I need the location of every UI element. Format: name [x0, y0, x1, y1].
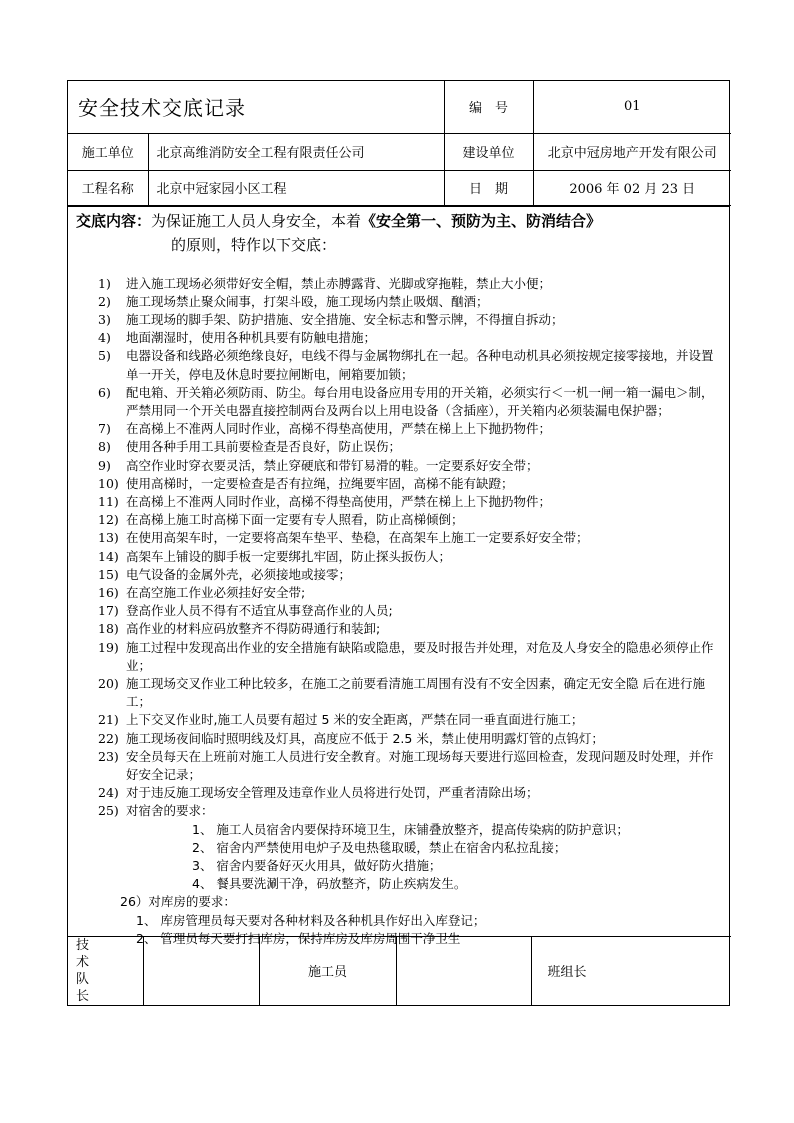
list-item-number: 9) — [98, 457, 111, 473]
list-item-number: 20) — [98, 675, 119, 691]
content-label: 交底内容： — [76, 211, 152, 230]
list-item-text: 高空作业时穿衣要灵活，禁止穿硬底和带钉易滑的鞋。一定要系好安全带； — [126, 457, 539, 473]
list-item-text: 对宿舍的要求： — [126, 803, 214, 819]
team-leader-label: 班组长 — [531, 936, 731, 1005]
list-item-text: 使用高梯时，一定要检查是否有拉绳，拉绳要牢固，高梯不能有缺蹬； — [126, 475, 514, 491]
builder-unit-label: 建设单位 — [444, 133, 533, 170]
date-value: 2006 年 02 月 23 日 — [533, 170, 731, 205]
safety-briefing-form — [67, 80, 730, 1006]
list-item-text: 在高梯上不准两人同时作业，高梯不得垫高使用，严禁在梯上上下抛扔物件； — [126, 493, 552, 509]
list-item-text: 电气设备的金属外壳，必须接地或接零； — [126, 566, 352, 582]
list-item-number: 14) — [98, 548, 119, 564]
briefing-content — [68, 206, 729, 946]
list-item — [68, 311, 731, 329]
list-item — [68, 784, 731, 802]
project-value: 北京中冠家园小区工程 — [148, 170, 444, 205]
list-item-text: 配电箱、开关箱必须防雨、防尘。每台用电设备应用专用的开关箱，必须实行＜一机一闸一箱一漏电＞制，严禁用同一个开关电器直接控制两台及两台以上用电设备（含插座），开关箱内必须装漏电保护器； — [126, 384, 714, 418]
list-item-number: 7) — [98, 421, 111, 437]
list-item — [68, 584, 731, 602]
list-item-number: 25) — [98, 803, 119, 819]
list-item — [68, 493, 731, 511]
list-item-number: 4) — [98, 330, 111, 346]
number-label: 编 号 — [444, 81, 533, 133]
list-item-text: 安全员每天在上班前对施工人员进行安全教育。对施工现场每天要进行巡回检查，发现问题及时处理，并作好安全记录； — [126, 748, 714, 782]
list-item-text: 在高空施工作业必须挂好安全带; — [126, 584, 306, 600]
list-item — [68, 602, 731, 620]
list-item-text: 施工现场禁止聚众闹事，打架斗殴，施工现场内禁止吸烟、酗酒； — [126, 293, 489, 309]
tech-lead-line2: 队 长 — [76, 971, 106, 1004]
list-item-text: 施工现场夜间临时照明线及灯具，高度应不低于 2.5 米，禁止使用明露灯管的点钨灯； — [126, 730, 604, 746]
intro-paragraph — [76, 209, 726, 257]
tech-lead-line1: 技 术 — [76, 937, 106, 970]
warehouse-rule: 1、 库房管理员每天要对各种材料及各种机具作好出入库登记； — [136, 912, 486, 928]
list-item-text: 在高梯上不准两人同时作业，高梯不得垫高使用，严禁在梯上上下抛扔物件； — [126, 421, 552, 437]
list-item — [68, 548, 731, 566]
list-item-number: 16) — [98, 584, 119, 600]
list-item — [68, 802, 731, 820]
list-item-number: 5) — [98, 348, 111, 364]
list-item-number: 11) — [98, 493, 119, 509]
list-item — [68, 711, 731, 729]
list-item-text: 对于违反施工现场安全管理及违章作业人员将进行处罚，严重者清除出场； — [126, 785, 539, 801]
list-item-text: 在使用高架车时，一定要将高架车垫平、垫稳，在高架车上施工一定要系好安全带； — [126, 530, 589, 546]
document-title: 安全技术交底记录 — [68, 81, 444, 133]
list-item-text: 施工现场交叉作业工种比较多，在施工之前要看清施工周围有没有不安全因素，确定无安全隐 后在进行施工； — [126, 675, 705, 710]
list-item-text: 进入施工现场必须带好安全帽，禁止赤膊露背、光脚或穿拖鞋，禁止大小便； — [126, 275, 552, 291]
list-item-text: 施工现场的脚手架、防护措施、安全措施、安全标志和警示牌，不得擅自拆动； — [126, 311, 564, 327]
list-item-number: 22) — [98, 730, 119, 746]
list-item-number: 21) — [98, 712, 119, 728]
list-item — [68, 639, 731, 675]
intro-suffix: 的原则，特作以下交底： — [171, 235, 337, 254]
list-item-number: 15) — [98, 566, 119, 582]
construction-unit-value: 北京高维消防安全工程有限责任公司 — [148, 133, 444, 170]
list-item-text: 施工过程中发现高出作业的安全措施有缺陷或隐患，要及时报告并处理，对危及人身安全的隐患必须停止作业； — [126, 639, 714, 673]
list-item-number: 19) — [98, 639, 119, 655]
list-item — [68, 675, 731, 711]
list-item-number: 8) — [98, 439, 111, 455]
list-item — [68, 347, 731, 383]
list-item-number: 24) — [98, 785, 119, 801]
list-item-number: 2) — [98, 293, 111, 309]
construction-unit-label: 施工单位 — [68, 133, 148, 170]
list-item — [68, 475, 731, 493]
list-item — [68, 730, 731, 748]
list-item-number: 1) — [98, 275, 111, 291]
list-item-text: 高架车上铺设的脚手板一定要绑扎牢固，防止探头扳伤人； — [126, 548, 452, 564]
list-item — [68, 748, 731, 784]
list-item-number: 13) — [98, 530, 119, 546]
project-label: 工程名称 — [68, 170, 148, 205]
list-item-text: 上下交叉作业时,施工人员要有超过 5 米的安全距离，严禁在同一垂直面进行施工； — [126, 712, 584, 728]
list-item — [68, 384, 731, 420]
intro-prefix: 为保证施工人员人身安全，本着 — [151, 211, 362, 230]
date-label: 日 期 — [444, 170, 533, 205]
list-item — [68, 420, 731, 438]
list-item-number: 6) — [98, 384, 111, 400]
list-item-26: 26）对库房的要求： — [120, 894, 236, 910]
list-item-number: 12) — [98, 512, 119, 528]
list-item — [68, 293, 731, 311]
list-item-text: 使用各种手用工具前要检查是否良好，防止误伤； — [126, 439, 402, 455]
warehouse-rule: 2、 管理员每天要打扫库房，保持库房及库房周围干净卫生 — [136, 930, 461, 946]
list-item-number: 10) — [98, 475, 119, 491]
list-item — [68, 566, 731, 584]
dorm-rule: 3、 宿舍内要备好灭火用具，做好防火措施； — [192, 858, 442, 873]
dorm-rule: 4、 餐具要洗涮干净，码放整齐，防止疾病发生。 — [192, 876, 467, 892]
list-item — [68, 438, 731, 456]
list-item — [68, 511, 731, 529]
list-item-text: 高作业的材料应码放整齐不得防碍通行和装卸; — [126, 621, 381, 637]
builder-unit-value: 北京中冠房地产开发有限公司 — [533, 133, 731, 170]
header-table — [68, 81, 731, 206]
list-item — [68, 457, 731, 475]
list-item-number: 23) — [98, 748, 119, 764]
list-item-number: 3) — [98, 311, 111, 327]
list-item-number: 17) — [98, 603, 119, 619]
list-item — [68, 529, 731, 547]
rules-list — [68, 275, 731, 949]
list-item-text: 电器设备和线路必须绝缘良好，电线不得与金属物绑扎在一起。各种电动机具必须按规定接零接地，并设置单一开关，停电及休息时要拉闸断电，闸箱要加锁； — [126, 348, 714, 382]
dorm-rule: 1、 施工人员宿舍内要保持环境卫生，床铺叠放整齐，提高传染病的防护意识； — [192, 821, 629, 837]
list-item-text: 登高作业人员不得有不适宜从事登高作业的人员; — [126, 603, 393, 619]
intro-principle: 《安全第一、预防为主、防消结合》 — [361, 211, 602, 230]
number-value: 01 — [533, 81, 731, 133]
worker-label: 施工员 — [259, 936, 396, 1005]
list-item-text: 地面潮湿时，使用各种机具要有防触电措施； — [126, 330, 377, 346]
list-item-number: 18) — [98, 621, 119, 637]
list-item — [68, 329, 731, 347]
list-item — [68, 620, 731, 638]
list-item-text: 在高梯上施工时高梯下面一定要有专人照看，防止高梯倾倒； — [126, 512, 464, 528]
dorm-rule: 2、 宿舍内严禁使用电炉子及电热毯取暖，禁止在宿舍内私拉乱接； — [192, 839, 567, 855]
list-item — [68, 275, 731, 293]
